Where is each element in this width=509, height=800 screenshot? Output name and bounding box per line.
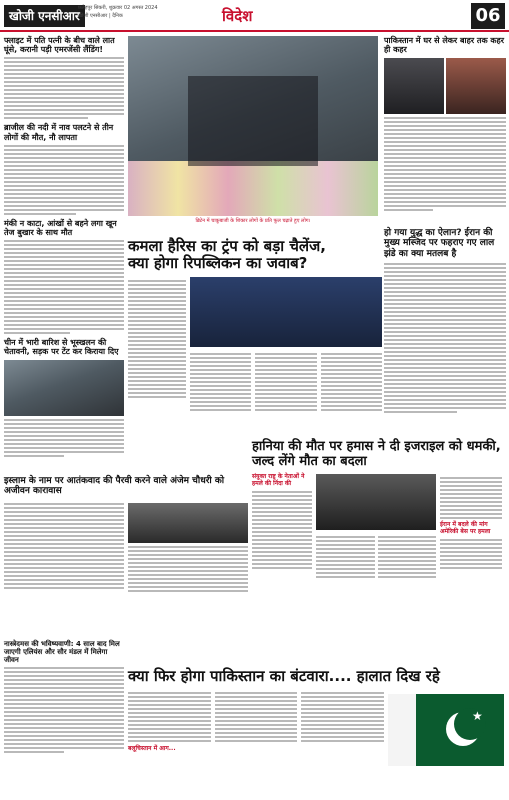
- story-body: [4, 145, 124, 215]
- story-headline: कमला हैरिस का ट्रंप को बड़ा चैलेंज,: [128, 237, 326, 255]
- story-headline: क्या फिर होगा पाकिस्तान का बंटवारा.... हालात दिख रहे: [128, 667, 440, 685]
- story-columns: [252, 474, 506, 580]
- story-headline: फ्लाइट में पति पत्नी के बीच वाले लात घूंसे, करानी पड़ी एमरजेंसी लैंडिंग!: [4, 36, 115, 55]
- story-body: [4, 240, 124, 334]
- story-photo: [4, 360, 124, 416]
- story-headline: ब्राजील की नदी में नाव पलटने से तीन लोगों की मौत, नौ लापता: [4, 123, 114, 142]
- masthead: [0, 0, 509, 32]
- leaders-photos: [384, 58, 506, 114]
- story-headline: पाकिस्तान में घर से लेकर बाहर तक कहर ही कहर: [384, 36, 505, 55]
- left-column: [4, 36, 124, 459]
- hamas-headline-block: [252, 440, 506, 580]
- story-subheadline: क्या होगा रिपब्लिकन का जवाब?: [128, 254, 308, 273]
- section-title: विदेश: [222, 7, 253, 25]
- memorial-photo: [128, 36, 378, 216]
- story-body: [4, 667, 124, 753]
- story-body: [4, 57, 124, 119]
- iran-story: [384, 228, 506, 415]
- newspaper-logo: खोजी एनसीआर: [4, 5, 85, 27]
- right-top-story: [384, 36, 506, 213]
- photo-caption: ब्रिटेन में चाकूबाजी के शिकार लोगों के प्रति फूल चढ़ाते हुए लोग।: [195, 218, 311, 224]
- story-sub: संयुक्त राष्ट्र के नेताओं ने हमले की निंदा की: [252, 472, 305, 487]
- story-headline: नास्त्रेदमस की भविष्यवाणी: 4 साल बाद मिल जाएगी एलियंस और सौर मंडल में मिलेगा जीवन: [4, 640, 120, 665]
- leader-photo: [446, 58, 506, 114]
- kamala-photo: [190, 277, 382, 347]
- story-body: [384, 263, 506, 413]
- story-columns: [128, 689, 384, 744]
- story-sub: बलूचिस्तान में आग...: [128, 745, 176, 753]
- story-headline: इस्लाम के नाम पर आतंकवाद की पैरवी करने वाले अंजेम चौधरी को अजीवन कारावास: [4, 476, 225, 497]
- story-columns: [128, 277, 382, 413]
- anjem-headline-block: [4, 476, 248, 594]
- anjem-photo: [128, 503, 248, 543]
- kamala-story: [128, 238, 382, 413]
- hamas-photo: [316, 474, 436, 530]
- story-body: [4, 419, 124, 457]
- story-headline: मंकी न काटा, आंखों से बहने लगा खून तेज बुखार के साथ मौत: [4, 218, 117, 237]
- story-headline: चीन में भारी बारिश से भूस्खलन की चेतावनी, सड़क पर टेंट कर किराया दिए: [4, 338, 119, 357]
- story-headline: हानिया की मौत पर हमास ने दी इजराइल को धमकी, जल्द लेंगे मौत का बदला: [252, 439, 501, 469]
- story-columns: [4, 500, 248, 594]
- pakistan-flag-image: [388, 694, 504, 766]
- star-icon: ★: [472, 709, 483, 723]
- story-sub: ईरान में बदले की मांग अमेरिकी बेस पर हमला: [440, 520, 491, 535]
- dateline: फ़तेहपुर सिकरी, शुक्रवार 02 अगस्त 2024 खोजी एनसीआर | दैनिक: [78, 5, 158, 19]
- story-headline: हो गया युद्ध का ऐलान? ईरान की मुख्य मस्जिद पर फहराए गए लाल झंडे का क्या मतलब है: [384, 228, 495, 259]
- nostradamus-story: [4, 640, 124, 755]
- story-body: [384, 117, 506, 211]
- page-number: 06: [471, 3, 505, 29]
- leader-photo: [384, 58, 444, 114]
